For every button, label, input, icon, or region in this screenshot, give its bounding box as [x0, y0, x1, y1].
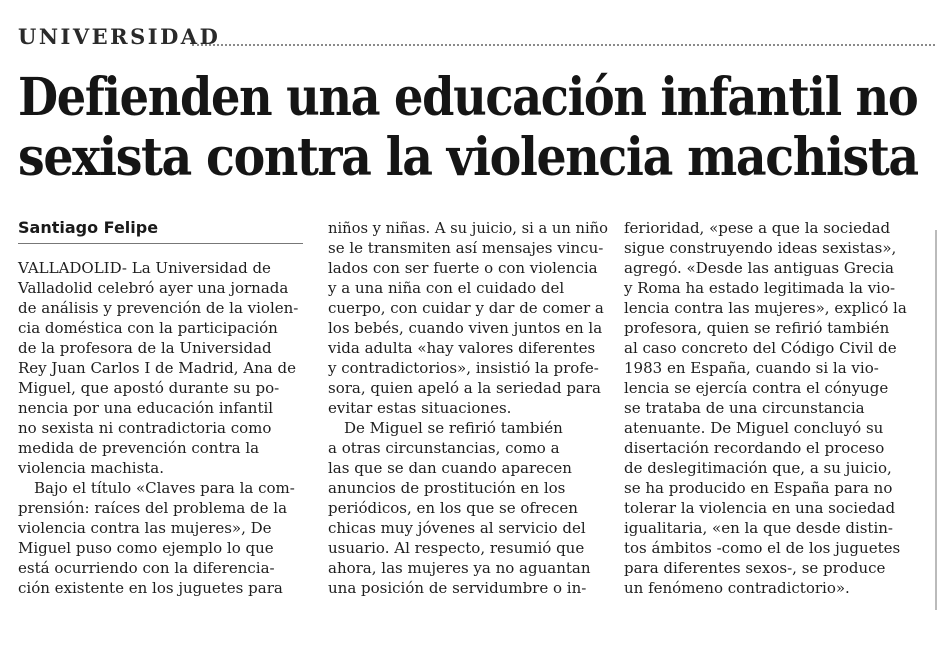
- text-line: sora, quien apeló a la seriedad para: [328, 379, 601, 397]
- text-line: De Miguel se refirió también: [344, 419, 563, 437]
- section-divider: [192, 44, 935, 46]
- text-line: se le transmiten así mensajes vincu-: [328, 239, 604, 257]
- text-line: una posición de servidumbre o in-: [328, 579, 587, 597]
- text-line: al caso concreto del Código Civil de: [624, 339, 897, 357]
- page-edge-mark: [935, 230, 937, 610]
- text-line: violencia contra las mujeres», De: [18, 519, 272, 537]
- text-line: no sexista ni contradictoria como: [18, 419, 272, 437]
- article-column-1: [18, 258, 306, 598]
- text-line: los bebés, cuando viven juntos en la: [328, 319, 603, 337]
- byline: Santiago Felipe: [18, 218, 159, 237]
- text-line: agregó. «Desde las antiguas Grecia: [624, 259, 894, 277]
- text-line: ción existente en los juguetes para: [18, 579, 283, 597]
- text-line: vida adulta «hay valores diferentes: [328, 339, 596, 357]
- text-line: y a una niña con el cuidado del: [328, 279, 565, 297]
- text-line: y Roma ha estado legitimada la vio-: [624, 279, 896, 297]
- text-line: Bajo el título «Claves para la com-: [34, 479, 295, 497]
- section-label: UNIVERSIDAD: [18, 24, 221, 49]
- text-line: anuncios de prostitución en los: [328, 479, 566, 497]
- text-line: periódicos, en los que se ofrecen: [328, 499, 578, 517]
- text-line: de análisis y prevención de la violen-: [18, 299, 299, 317]
- text-line: tolerar la violencia en una sociedad: [624, 499, 896, 517]
- text-line: un fenómeno contradictorio».: [624, 579, 850, 597]
- text-line: sigue construyendo ideas sexistas»,: [624, 239, 897, 257]
- text-line: ahora, las mujeres ya no aguantan: [328, 559, 591, 577]
- text-line: lencia se ejercía contra el cónyuge: [624, 379, 889, 397]
- text-line: violencia machista.: [18, 459, 165, 477]
- text-line: a otras circunstancias, como a: [328, 439, 560, 457]
- text-line: de la profesora de la Universidad: [18, 339, 272, 357]
- text-line: lados con ser fuerte o con violencia: [328, 259, 598, 277]
- text-line: ferioridad, «pese a que la sociedad: [624, 219, 891, 237]
- text-line: atenuante. De Miguel concluyó su: [624, 419, 884, 437]
- text-line: lencia contra las mujeres», explicó la: [624, 299, 907, 317]
- text-line: de deslegitimación que, a su juicio,: [624, 459, 892, 477]
- headline-line: Defienden una educación infantil no: [18, 67, 918, 128]
- headline-line: sexista contra la violencia machista: [18, 127, 918, 188]
- article-column-2: [328, 218, 608, 598]
- text-line: chicas muy jóvenes al servicio del: [328, 519, 586, 537]
- text-line: Rey Juan Carlos I de Madrid, Ana de: [18, 359, 296, 377]
- text-line: igualitaria, «en la que desde distin-: [624, 519, 893, 537]
- text-line: prensión: raíces del problema de la: [18, 499, 288, 517]
- text-line: y contradictorios», insistió la profe-: [328, 359, 599, 377]
- headline: [18, 68, 918, 188]
- text-line: se trataba de una circunstancia: [624, 399, 865, 417]
- text-line: cuerpo, con cuidar y dar de comer a: [328, 299, 604, 317]
- text-line: nencia por una educación infantil: [18, 399, 274, 417]
- text-line: las que se dan cuando aparecen: [328, 459, 572, 477]
- text-line: Miguel, que apostó durante su po-: [18, 379, 280, 397]
- text-line: Valladolid celebró ayer una jornada: [18, 279, 289, 297]
- text-line: niños y niñas. A su juicio, si a un niño: [328, 219, 608, 237]
- text-line: está ocurriendo con la diferencia-: [18, 559, 275, 577]
- text-line: cia doméstica con la participación: [18, 319, 278, 337]
- text-line: se ha producido en España para no: [624, 479, 893, 497]
- byline-divider: [18, 243, 303, 244]
- article-column-3: [624, 218, 924, 598]
- text-line: medida de prevención contra la: [18, 439, 260, 457]
- text-line: evitar estas situaciones.: [328, 399, 512, 417]
- text-line: Miguel puso como ejemplo lo que: [18, 539, 274, 557]
- text-line: VALLADOLID- La Universidad de: [18, 259, 271, 277]
- text-line: disertación recordando el proceso: [624, 439, 885, 457]
- text-line: tos ámbitos -como el de los juguetes: [624, 539, 901, 557]
- text-line: para diferentes sexos-, se produce: [624, 559, 886, 577]
- text-line: 1983 en España, cuando si la vio-: [624, 359, 879, 377]
- text-line: profesora, quien se refirió también: [624, 319, 890, 337]
- text-line: usuario. Al respecto, resumió que: [328, 539, 585, 557]
